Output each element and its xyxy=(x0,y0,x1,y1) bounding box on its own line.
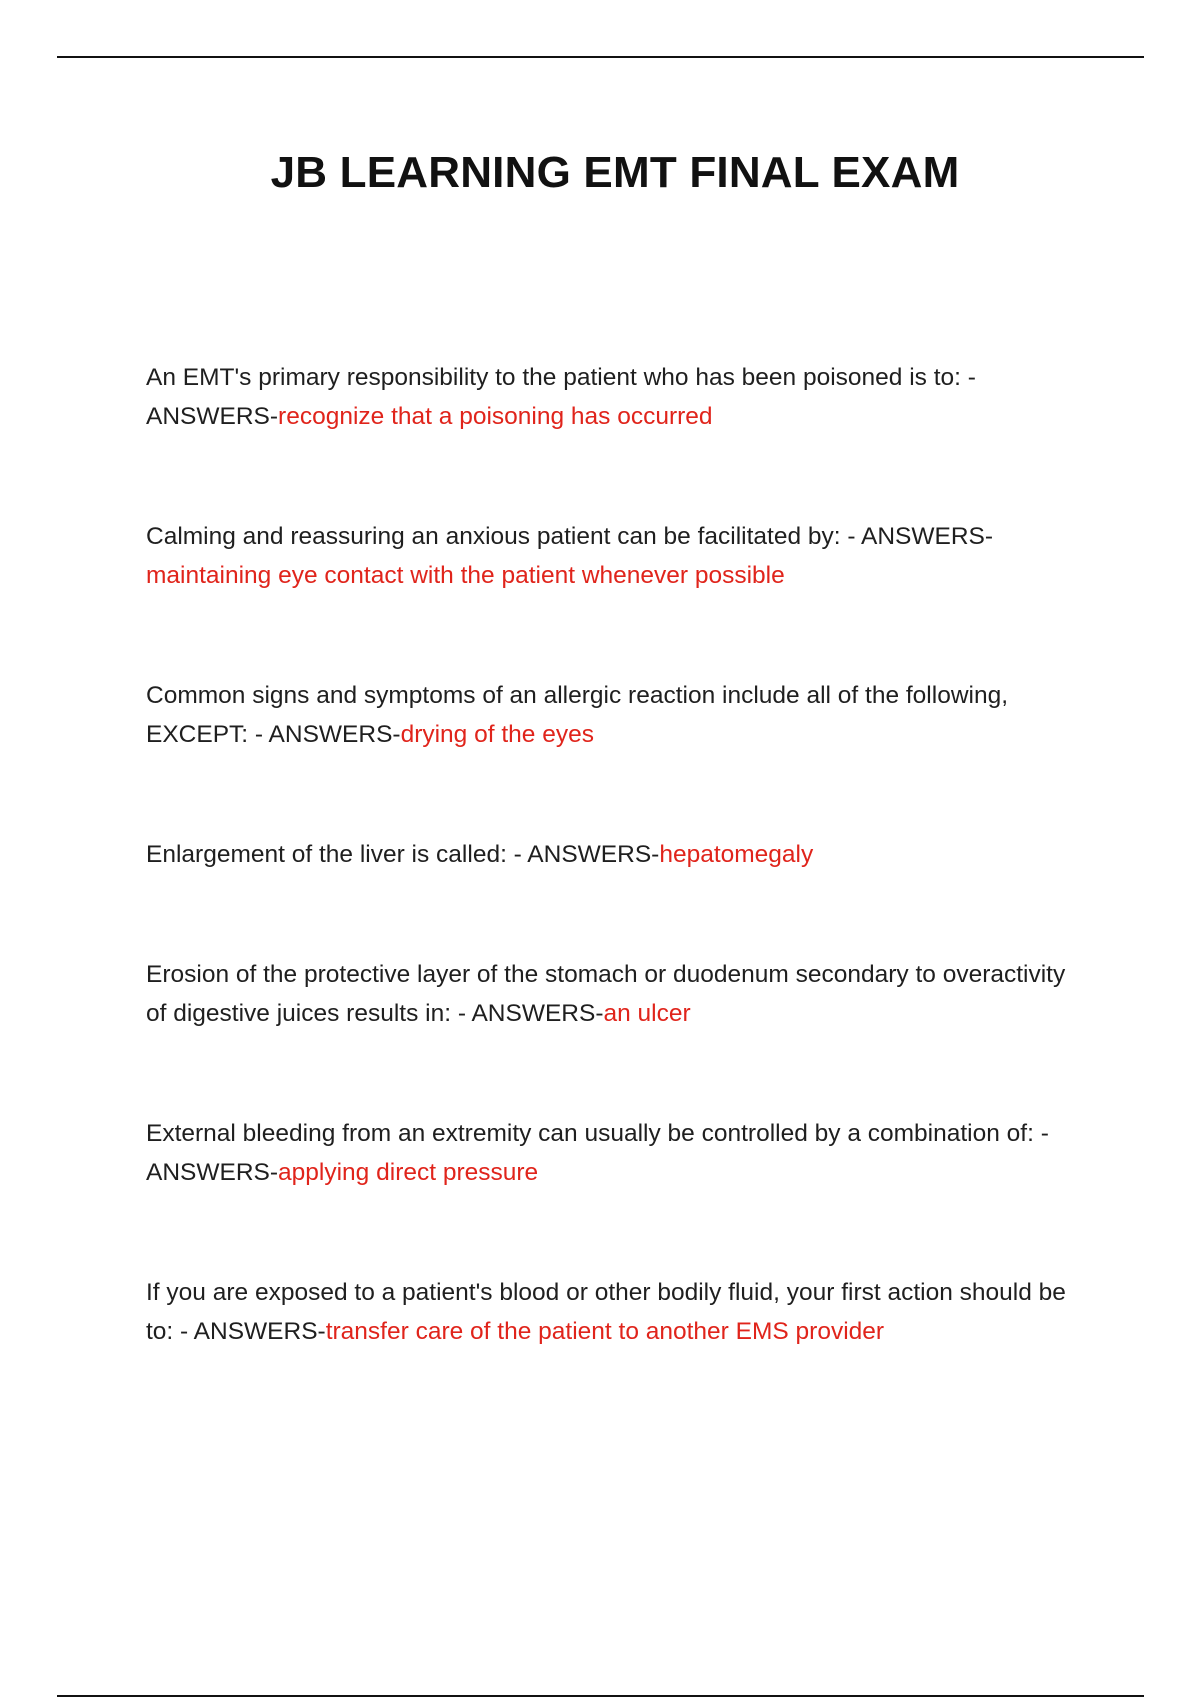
qa-item xyxy=(146,835,1076,874)
question-text: An EMT's primary responsibility to the patient who has been poisoned is to: - ANSWERS- xyxy=(146,364,976,430)
answer-text: transfer care of the patient to another EMS provider xyxy=(325,1318,885,1345)
qa-item xyxy=(146,1114,1076,1192)
question-text: Enlargement of the liver is called: - ANSWERS- xyxy=(146,841,660,868)
question-text: External bleeding from an extremity can usually be controlled by a combination of: - ANSWERS- xyxy=(146,1120,1049,1186)
qa-list xyxy=(146,358,1076,1432)
question-text: If you are exposed to a patient's blood or other bodily fluid, your first action should be to: - ANSWERS- xyxy=(146,1279,1066,1345)
question-text: Common signs and symptoms of an allergic reaction include all of the following, EXCEPT: - ANSWERS- xyxy=(146,682,1009,748)
answer-text: drying of the eyes xyxy=(400,721,594,748)
qa-item xyxy=(146,517,1076,595)
question-text: Erosion of the protective layer of the stomach or duodenum secondary to overactivity of digestive juices results in: - ANSWERS- xyxy=(146,961,1066,1027)
answer-text: applying direct pressure xyxy=(278,1159,539,1186)
qa-item xyxy=(146,676,1076,754)
answer-text: hepatomegaly xyxy=(659,841,814,868)
top-rule xyxy=(57,56,1144,58)
qa-item xyxy=(146,955,1076,1033)
qa-item xyxy=(146,358,1076,436)
page-title: JB LEARNING EMT FINAL EXAM xyxy=(270,148,960,197)
question-text: Calming and reassuring an anxious patient can be facilitated by: - ANSWERS- xyxy=(146,523,994,550)
qa-item xyxy=(146,1273,1076,1351)
answer-text: an ulcer xyxy=(603,1000,691,1027)
answer-text: recognize that a poisoning has occurred xyxy=(278,403,713,430)
bottom-rule xyxy=(57,1695,1144,1697)
answer-text: maintaining eye contact with the patient whenever possible xyxy=(146,562,785,589)
